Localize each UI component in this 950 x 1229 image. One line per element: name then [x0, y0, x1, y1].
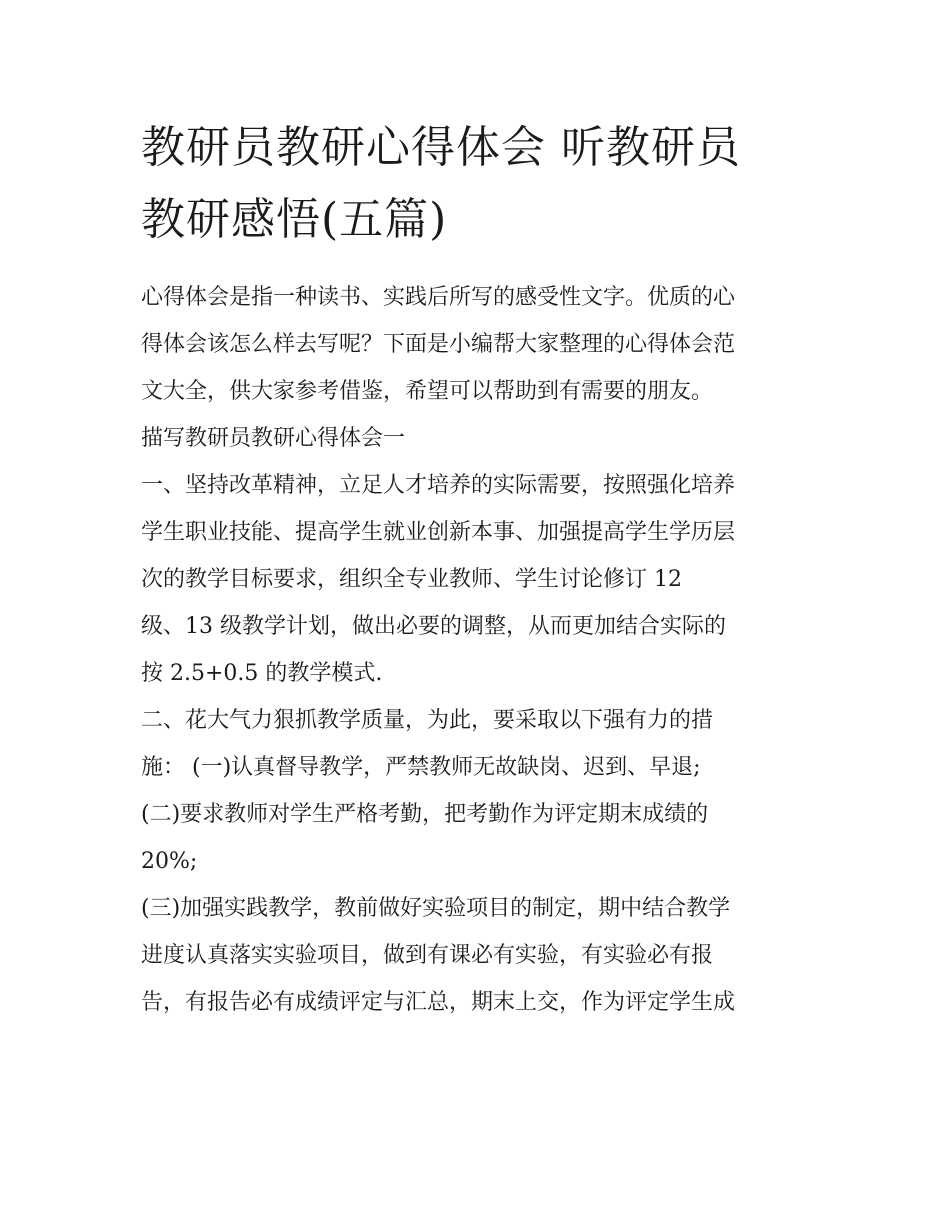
paragraph-line: (三)加强实践教学，教前做好实验项目的制定，期中结合教学 — [141, 896, 731, 921]
paragraph-line: 一、坚持改革精神，立足人才培养的实际需要，按照强化培养 — [141, 473, 736, 498]
section-heading: 描写教研员教研心得体会一 — [141, 426, 406, 451]
paragraph-line: 按 2.5+0.5 的教学模式. — [141, 661, 383, 686]
paragraph-line: 二、花大气力狠抓教学质量，为此，要采取以下强有力的措 — [141, 708, 714, 733]
intro-line: 心得体会是指一种读书、实践后所写的感受性文字。优质的心 — [141, 285, 736, 310]
paragraph-line: 次的教学目标要求，组织全专业教师、学生讨论修订 12 — [141, 567, 682, 592]
intro-line: 文大全，供大家参考借鉴，希望可以帮助到有需要的朋友。 — [141, 379, 714, 404]
intro-line: 得体会该怎么样去写呢？下面是小编帮大家整理的心得体会范 — [141, 332, 736, 357]
paragraph-line: 20%; — [141, 849, 198, 874]
document-page — [141, 112, 816, 1026]
paragraph-line: 级、13 级教学计划，做出必要的调整，从而更加结合实际的 — [141, 614, 726, 639]
paragraph-line: 施： (一)认真督导教学，严禁教师无故缺岗、迟到、早退; — [141, 755, 701, 780]
title-line: 教研员教研心得体会 听教研员 — [141, 122, 741, 173]
title-line: 教研感悟(五篇) — [141, 194, 448, 245]
paragraph-line: (二)要求教师对学生严格考勤，把考勤作为评定期末成绩的 — [141, 802, 709, 827]
paragraph-line: 进度认真落实实验项目，做到有课必有实验，有实验必有报 — [141, 943, 714, 968]
document-body — [141, 274, 816, 1026]
paragraph-line: 学生职业技能、提高学生就业创新本事、加强提高学生学历层 — [141, 520, 736, 545]
paragraph-line: 告，有报告必有成绩评定与汇总，期末上交，作为评定学生成 — [141, 990, 736, 1015]
document-title — [141, 112, 816, 256]
